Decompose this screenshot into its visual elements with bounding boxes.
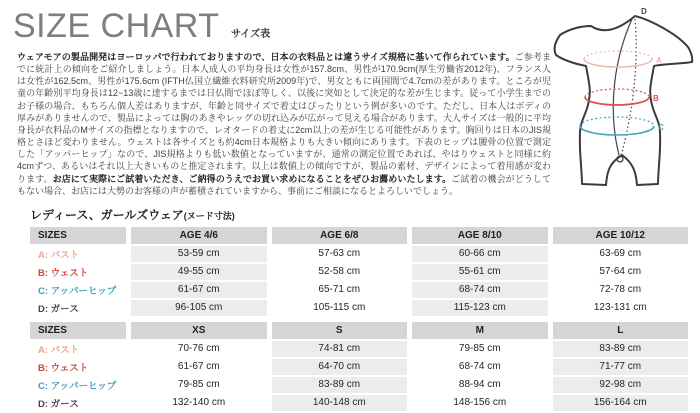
intro-bold-lead: ウェアモアの製品開発はヨーロッパで行われておりますので、日本の衣料品とは違うサイズ規格に基いて作られています。 — [17, 52, 515, 62]
size-table-girls-age — [25, 225, 693, 318]
size-value-cell: 96-105 cm — [131, 300, 267, 316]
page-title-note: サイズ表 — [230, 29, 271, 40]
size-value-cell: 83-89 cm — [272, 377, 408, 393]
size-value-cell: 115-123 cm — [412, 300, 548, 316]
size-value-cell: 53-59 cm — [131, 246, 267, 262]
measure-label-upper-hip: C: アッパーヒップ — [30, 282, 126, 298]
size-value-cell: 148-156 cm — [412, 395, 548, 411]
size-value-cell: 55-61 cm — [412, 264, 548, 280]
table-row — [30, 246, 688, 262]
leotard-measurement-diagram — [551, 2, 700, 194]
size-value-cell: 68-74 cm — [412, 359, 548, 375]
size-value-cell: 61-67 cm — [131, 359, 267, 375]
column-header: S — [272, 322, 408, 339]
size-value-cell: 74-81 cm — [272, 341, 408, 357]
table-header-row — [30, 227, 688, 244]
measure-label-bust: A: バスト — [30, 246, 126, 262]
table-row — [30, 377, 688, 393]
size-value-cell: 57-63 cm — [272, 246, 408, 262]
size-value-cell: 65-71 cm — [272, 282, 408, 298]
column-header-sizes: SIZES — [30, 322, 126, 339]
section-heading-note: (ヌード寸法) — [183, 210, 235, 221]
table-row — [30, 395, 688, 411]
column-header: AGE 4/6 — [131, 227, 267, 244]
column-header: M — [412, 322, 548, 339]
section-heading-text: レディース、ガールズウェア — [30, 207, 184, 222]
measure-label-waist: B: ウェスト — [30, 264, 126, 280]
size-value-cell: 92-98 cm — [553, 377, 689, 393]
column-header: XS — [131, 322, 267, 339]
size-value-cell: 52-58 cm — [272, 264, 408, 280]
size-value-cell: 140-148 cm — [272, 395, 408, 411]
size-value-cell: 63-69 cm — [553, 246, 689, 262]
diagram-label-girth: D — [641, 7, 647, 16]
table-row — [30, 282, 688, 298]
size-value-cell: 105-115 cm — [272, 300, 408, 316]
size-value-cell: 79-85 cm — [412, 341, 548, 357]
size-value-cell: 132-140 cm — [131, 395, 267, 411]
column-header: AGE 6/8 — [272, 227, 408, 244]
size-value-cell: 61-67 cm — [131, 282, 267, 298]
size-value-cell: 156-164 cm — [553, 395, 689, 411]
size-value-cell: 88-94 cm — [412, 377, 548, 393]
table-header-row — [30, 322, 688, 339]
hip-ellipse-back — [580, 117, 654, 126]
diagram-label-hip: C — [658, 123, 664, 132]
size-value-cell: 57-64 cm — [553, 264, 689, 280]
measure-label-girth: D: ガース — [30, 300, 126, 316]
intro-body-main: ご参考までに統計上の傾向をご紹介しましょう。日本人成人の平均身長は女性が157.8cm、男性が170.9cm(厚生労働省2012年)、フランス人は女性が162.5cm、男性が175.6cm (IFTH仏国立繊維衣料研究所2009年)で、男女ともに両国間で4.7cmの差があります。ところが児童の年齢別平均身長は12~13歳に達するまでは日仏間でほぼ等しく、以後に突如として決定的な差が生じます。従って小学生までのお子様の場合、もちろん個人差はありますが、年齢と同サイズで着丈はぴったりという例が多いのです。ただし、日本人はボディの厚みがありませんので、製品によっては胸のあきやレッグの切れ込みが広がって見える場合があります。大人サイズは一般的に平均身長が衣料品のMサイズの指標となりますので、レオタードの着丈に2cm以上の差が生じる可能性があります。胸回りは日本のJIS規格とさほど変わりません。ウェストは各サイズとも約4cm日本規格よりも大きい傾向にあります。下表のヒップは腰骨の位置で測定した「アッパーヒップ」なので、JIS規格よりも低い数値となっていますが、通常の測定位置であれば、やはりウェストと同様に約4cmずつ、あるいはそれ以上大きいものと推定されます。以上は数値上の傾向ですが、製品の素材、デザインによって着用感が変わります。 — [17, 52, 551, 184]
intro-body-end: ご試着の機会がどうしてもない場合、お店には大勢のお客様の声が蓄積されていますから、事前にご相談になるとよろしいでしょう。 — [17, 173, 551, 196]
measure-label-upper-hip: C: アッパーヒップ — [30, 377, 126, 393]
size-value-cell: 64-70 cm — [272, 359, 408, 375]
size-value-cell: 83-89 cm — [553, 341, 689, 357]
diagram-label-waist: B — [653, 94, 659, 103]
column-header: AGE 10/12 — [553, 227, 689, 244]
table-row — [30, 264, 688, 280]
waist-ellipse-back — [585, 89, 649, 97]
size-value-cell: 68-74 cm — [412, 282, 548, 298]
leotard-diagram-svg — [551, 2, 700, 194]
size-value-cell: 49-55 cm — [131, 264, 267, 280]
size-value-cell: 71-77 cm — [553, 359, 689, 375]
column-header: AGE 8/10 — [412, 227, 548, 244]
size-table-ladies — [25, 320, 693, 413]
table-row — [30, 341, 688, 357]
page-title: SIZE CHART — [13, 7, 220, 45]
intro-bold-mid: お店にて実際にご試着いただき、ご納得のうえでお買い求めになることをぜひお薦めいたします。 — [52, 173, 452, 184]
table-row — [30, 300, 688, 316]
waist-ellipse-front — [585, 97, 649, 105]
bust-ellipse-back — [584, 51, 652, 59]
diagram-label-bust: A — [656, 56, 662, 65]
measure-label-waist: B: ウェスト — [30, 359, 126, 375]
size-value-cell: 79-85 cm — [131, 377, 267, 393]
measure-label-bust: A: バスト — [30, 341, 126, 357]
column-header-sizes: SIZES — [30, 227, 126, 244]
size-value-cell: 123-131 cm — [553, 300, 689, 316]
measure-label-girth: D: ガース — [30, 395, 126, 411]
section-heading — [30, 206, 700, 223]
size-value-cell: 70-76 cm — [131, 341, 267, 357]
size-value-cell: 60-66 cm — [412, 246, 548, 262]
intro-paragraph — [17, 51, 551, 197]
hip-ellipse-front — [580, 126, 654, 135]
size-value-cell: 72-78 cm — [553, 282, 689, 298]
column-header: L — [553, 322, 689, 339]
table-row — [30, 359, 688, 375]
